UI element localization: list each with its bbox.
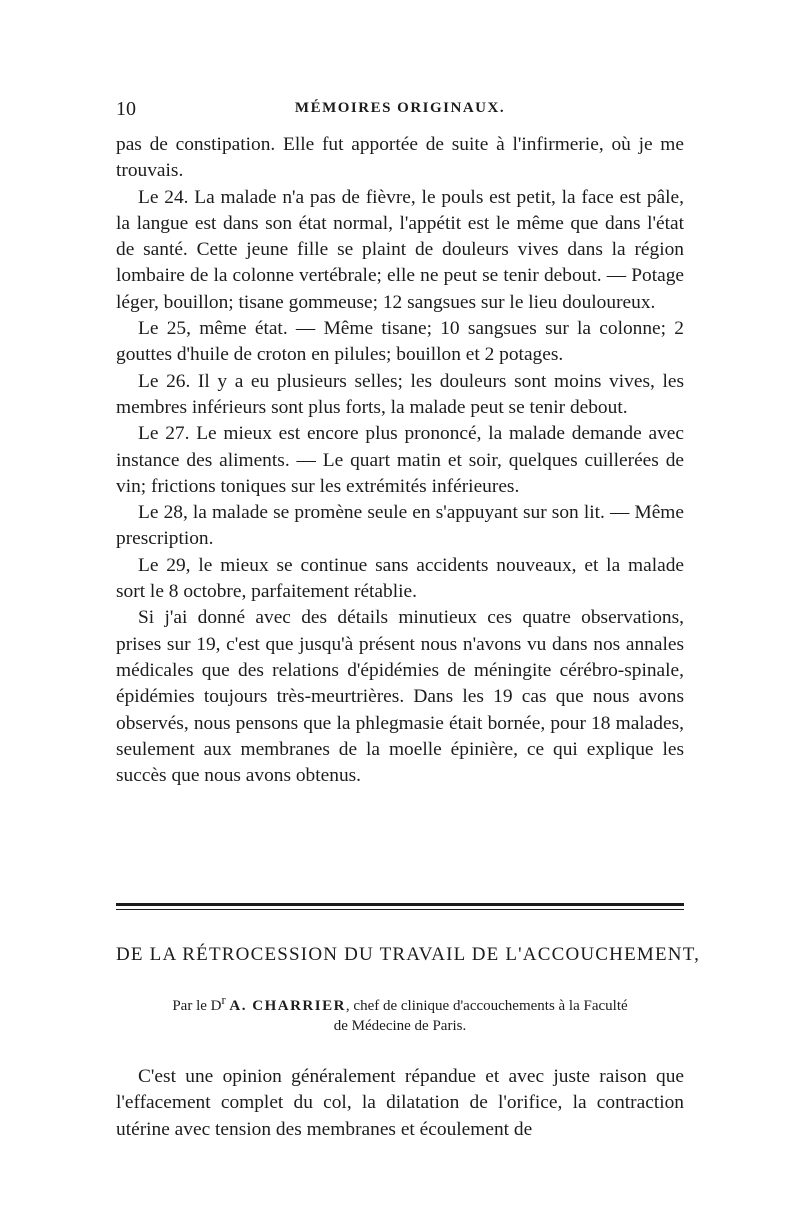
paragraph: pas de constipation. Elle fut apportée de suite à l'infirmerie, où je me trouvais. xyxy=(116,134,684,182)
paragraph: Le 28, la malade se promène seule en s'appuyant sur son lit. — Même prescription. xyxy=(116,502,684,550)
page-header xyxy=(116,96,684,126)
paragraph: Le 26. Il y a eu plusieurs selles; les douleurs sont moins vives, les membres inférieurs sont plus forts, la malade peut se tenir debout. xyxy=(116,370,684,418)
paragraph: C'est une opinion généralement répandue et avec juste raison que l'effacement complet du col, la dilatation de l'orifice, la contraction utérine avec tension des membranes et écoulement de xyxy=(116,1066,684,1140)
article-title: DE LA RÉTROCESSION DU TRAVAIL DE L'ACCOUCHEMENT, xyxy=(116,944,701,965)
byline-sup: r xyxy=(221,993,226,1007)
section-divider xyxy=(116,903,684,910)
article-body xyxy=(116,1064,684,1143)
previous-article-body xyxy=(116,132,684,789)
byline-line-1 xyxy=(116,990,684,1016)
author-name: A. CHARRIER xyxy=(229,998,346,1014)
page-number: 10 xyxy=(116,98,136,120)
paragraph: Le 24. La malade n'a pas de fièvre, le pouls est petit, la face est pâle, la langue est dans son état normal, l'appétit est le même que dans l'état de santé. Cette jeune fille se plaint de douleurs vives dans la région lombaire de la colonne vertébrale; elle ne peut se tenir debout. — Potage léger, bouillon; tisane gommeuse; 12 sangsues sur le lieu douloureux. xyxy=(116,186,684,313)
byline-suffix: , chef de clinique d'accouchements à la Faculté xyxy=(345,998,628,1014)
paragraph: Si j'ai donné avec des détails minutieux ces quatre observations, prises sur 19, c'est que jusqu'à présent nous n'avons vu dans nos annales médicales que des relations d'épidémies de méningite cérébro-spinale, épidémies toujours très-meurtrières. Dans les 19 cas que nous avons observés, nous pensons que la phlegmasie était bornée, pour 18 malades, seulement aux membranes de la moelle épinière, ce qui explique les succès que nous avons obtenus. xyxy=(116,607,684,787)
paragraph: Le 29, le mieux se continue sans accidents nouveaux, et la malade sort le 8 octobre, parfaitement rétablie. xyxy=(116,554,684,603)
byline-line-2: de Médecine de Paris. xyxy=(333,1018,467,1034)
byline xyxy=(116,990,684,1036)
paragraph: Le 27. Le mieux est encore plus prononcé, la malade demande avec instance des aliments. — Le quart matin et soir, quelques cuillerées de vin; frictions toniques sur les extrémités inférieures. xyxy=(116,423,684,497)
byline-prefix: Par le D xyxy=(172,998,222,1014)
running-head: MÉMOIRES ORIGINAUX. xyxy=(294,100,506,116)
paragraph: Le 25, même état. — Même tisane; 10 sangsues sur la colonne; 2 gouttes d'huile de croton en pilules; bouillon et 2 potages. xyxy=(116,318,684,366)
